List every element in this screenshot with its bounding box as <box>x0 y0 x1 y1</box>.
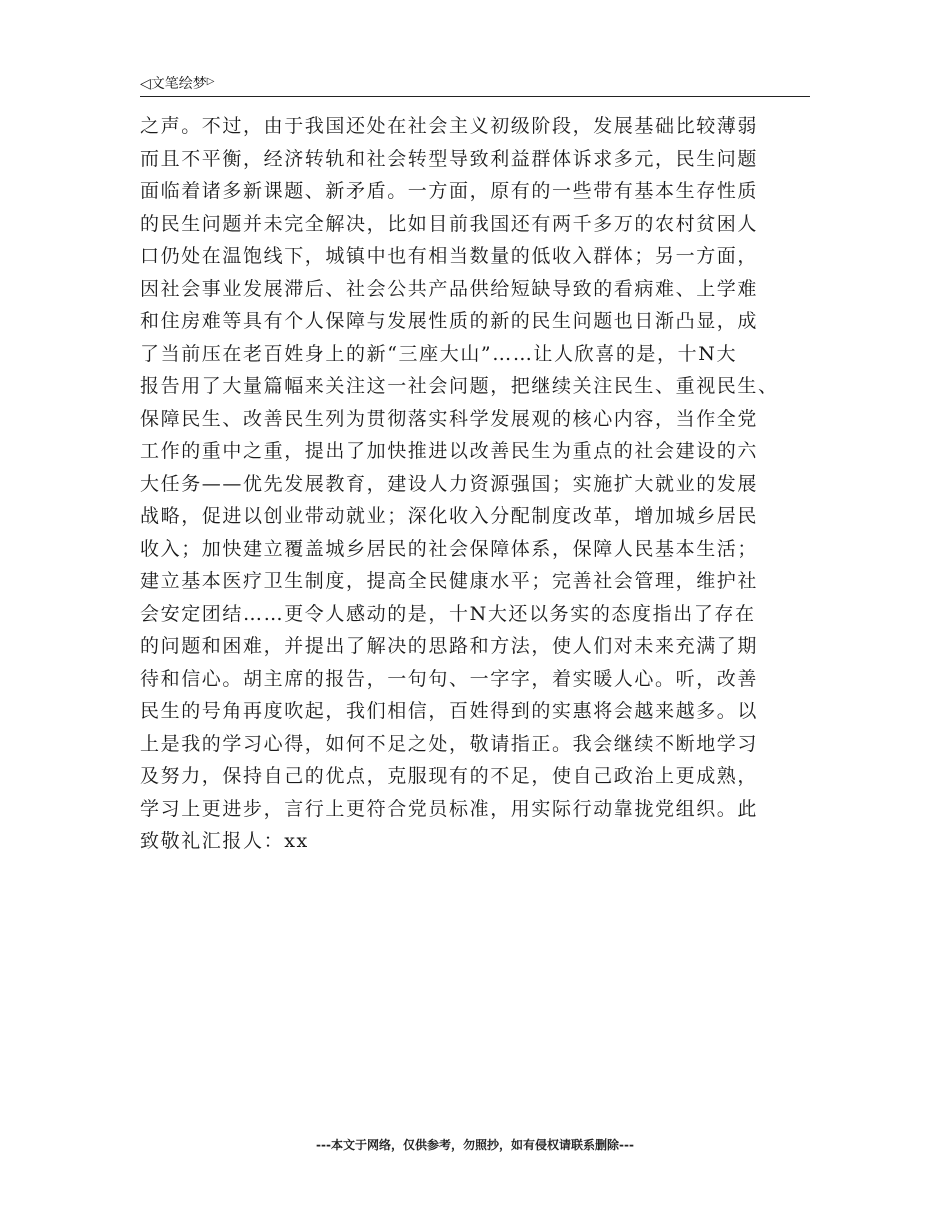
text-line: 和住房难等具有个人保障与发展性质的新的民生问题也日渐凸显，成 <box>140 310 759 332</box>
text-line: 面临着诸多新课题、新矛盾。一方面，原有的一些带有基本生存性质 <box>140 180 759 202</box>
right-triangle-icon: ▷ <box>206 76 215 87</box>
text-line: 收入；加快建立覆盖城乡居民的社会保障体系，保障人民基本生活； <box>140 537 759 560</box>
text-line: 了当前压在老百姓身上的新“三座大山”……让人欣喜的是，十N大 <box>140 342 738 365</box>
header-brand: 文笔绘梦 <box>150 76 207 92</box>
text-line: 建立基本医疗卫生制度，提高全民健康水平；完善社会管理，维护社 <box>140 570 759 592</box>
text-line: 及努力，保持自己的优点，克服现有的不足，使自己政治上更成熟， <box>140 765 759 787</box>
text-line: 学习上更进步，言行上更符合党员标准，用实际行动靠拢党组织。此 <box>140 797 759 820</box>
text-line: 因社会事业发展滞后、社会公共产品供给短缺导致的看病难、上学难 <box>140 277 759 300</box>
text-line: 上是我的学习心得，如何不足之处，敬请指正。我会继续不断地学习 <box>140 732 759 755</box>
text-line: 大任务——优先发展教育，建设人力资源强国；实施扩大就业的发展 <box>140 472 759 495</box>
text-line: 报告用了大量篇幅来关注这一社会问题，把继续关注民生、重视民生、 <box>140 375 779 397</box>
text-line: 战略，促进以创业带动就业；深化收入分配制度改革，增加城乡居民 <box>140 505 759 527</box>
text-line: 民生的号角再度吹起，我们相信，百姓得到的实惠将会越来越多。以 <box>140 700 759 722</box>
text-line: 待和信心。胡主席的报告，一句句、一字字，着实暖人心。听，改善 <box>140 667 759 690</box>
left-triangle-icon: ◁ <box>140 76 151 92</box>
footer-disclaimer: ---本文于网络，仅供参考，勿照抄，如有侵权请联系删除--- <box>316 1138 634 1152</box>
text-line: 的问题和困难，并提出了解决的思路和方法，使人们对未来充满了期 <box>140 635 759 657</box>
text-line: 工作的重中之重，提出了加快推进以改善民生为重点的社会建设的六 <box>140 440 759 462</box>
page-header <box>140 72 810 97</box>
text-line: 保障民生、改善民生列为贯彻落实科学发展观的核心内容，当作全党 <box>140 407 759 430</box>
text-line: 口仍处在温饱线下，城镇中也有相当数量的低收入群体；另一方面， <box>140 245 759 267</box>
text-line: 致敬礼汇报人：xx <box>140 830 309 852</box>
text-line: 而且不平衡，经济转轨和社会转型导致利益群体诉求多元，民生问题 <box>140 147 759 170</box>
document-body <box>140 110 820 858</box>
text-line: 会安定团结……更令人感动的是，十N大还以务实的态度指出了存在 <box>140 602 756 625</box>
text-line: 的民生问题并未完全解决，比如目前我国还有两千多万的农村贫困人 <box>140 212 759 235</box>
text-line: 之声。不过，由于我国还处在社会主义初级阶段，发展基础比较薄弱 <box>140 115 759 137</box>
